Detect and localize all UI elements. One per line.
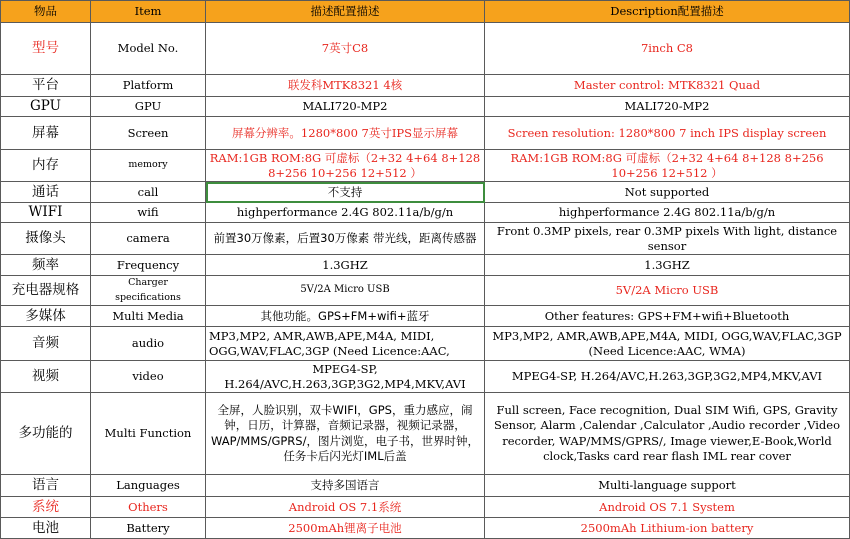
item-cell: Platform bbox=[91, 75, 206, 97]
row-audio bbox=[1, 327, 850, 361]
item-cell: video bbox=[91, 361, 206, 393]
en-value-cell: MPEG4-SP, H.264/AVC,H.263,3GP,3G2,MP4,MKV,AVI bbox=[485, 361, 850, 393]
category-cell: 频率 bbox=[1, 255, 91, 276]
row-model bbox=[1, 23, 850, 75]
en-value-cell: Full screen, Face recognition, Dual SIM Wifi, GPS, Gravity Sensor, Alarm ,Calendar ,Calculator ,Audio recorder ,Video recorder, WAP/MMS/GPRS/, Image viewer,E-Book,World clock,Tasks card rear flash IML rear cover bbox=[485, 393, 850, 475]
cn-value-cell: highperformance 2.4G 802.11a/b/g/n bbox=[206, 203, 485, 223]
item-cell: Screen bbox=[91, 117, 206, 150]
row-multi-function bbox=[1, 393, 850, 475]
row-languages bbox=[1, 475, 850, 497]
category-cell: 电池 bbox=[1, 518, 91, 539]
item-cell: Multi Media bbox=[91, 306, 206, 327]
item-cell: audio bbox=[91, 327, 206, 361]
en-value-cell: Screen resolution: 1280*800 7 inch IPS display screen bbox=[485, 117, 850, 150]
en-value-cell: Other features: GPS+FM+wifi+Bluetooth bbox=[485, 306, 850, 327]
cn-value-cell: MPEG4-SP, H.264/AVC,H.263,3GP,3G2,MP4,MKV,AVI bbox=[206, 361, 485, 393]
item-cell: Others bbox=[91, 497, 206, 518]
cn-value-cell: 不支持 bbox=[206, 182, 485, 203]
category-cell: 内存 bbox=[1, 150, 91, 182]
category-cell: 多媒体 bbox=[1, 306, 91, 327]
header-en-description: Description配置描述 bbox=[485, 1, 850, 23]
item-cell: Charger specifications bbox=[91, 276, 206, 306]
en-value-cell: MALI720-MP2 bbox=[485, 97, 850, 117]
cn-value-cell: 屏幕分辨率。1280*800 7英寸IPS显示屏幕 bbox=[206, 117, 485, 150]
category-cell: 通话 bbox=[1, 182, 91, 203]
row-frequency bbox=[1, 255, 850, 276]
cn-value-cell: 5V/2A Micro USB bbox=[206, 276, 485, 306]
en-value-cell: Not supported bbox=[485, 182, 850, 203]
category-cell: 平台 bbox=[1, 75, 91, 97]
cn-value-cell: 全屏，人脸识别，双卡WIFI，GPS，重力感应，闹钟，日历，计算器，音频记录器，视频记录器，WAP/MMS/GPRS/，图片浏览，电子书，世界时钟，任务卡后闪光灯IML后盖 bbox=[206, 393, 485, 475]
category-cell: GPU bbox=[1, 97, 91, 117]
en-value-cell: highperformance 2.4G 802.11a/b/g/n bbox=[485, 203, 850, 223]
row-charger bbox=[1, 276, 850, 306]
item-cell: Languages bbox=[91, 475, 206, 497]
category-cell: 音频 bbox=[1, 327, 91, 361]
item-cell: Multi Function bbox=[91, 393, 206, 475]
header-item: Item bbox=[91, 1, 206, 23]
cn-value-cell: RAM:1GB ROM:8G 可虚标（2+32 4+64 8+128 8+256 10+256 12+512 ） bbox=[206, 150, 485, 182]
category-cell: 语言 bbox=[1, 475, 91, 497]
row-video bbox=[1, 361, 850, 393]
category-cell: 视频 bbox=[1, 361, 91, 393]
en-value-cell: 5V/2A Micro USB bbox=[485, 276, 850, 306]
row-platform bbox=[1, 75, 850, 97]
category-cell: 屏幕 bbox=[1, 117, 91, 150]
cn-value-cell: MALI720-MP2 bbox=[206, 97, 485, 117]
item-cell: call bbox=[91, 182, 206, 203]
header-row bbox=[1, 1, 850, 23]
item-cell: memory bbox=[91, 150, 206, 182]
item-cell: camera bbox=[91, 223, 206, 255]
row-memory bbox=[1, 150, 850, 182]
cn-value-cell: 联发科MTK8321 4核 bbox=[206, 75, 485, 97]
row-battery bbox=[1, 518, 850, 539]
item-cell: Model No. bbox=[91, 23, 206, 75]
cn-value-cell: MP3,MP2, AMR,AWB,APE,M4A, MIDI, OGG,WAV,FLAC,3GP (Need Licence:AAC, bbox=[206, 327, 485, 361]
en-value-cell: RAM:1GB ROM:8G 可虚标（2+32 4+64 8+128 8+256 10+256 12+512 ） bbox=[485, 150, 850, 182]
row-gpu bbox=[1, 97, 850, 117]
en-value-cell: 7inch C8 bbox=[485, 23, 850, 75]
header-cn-description: 描述配置描述 bbox=[206, 1, 485, 23]
item-cell: wifi bbox=[91, 203, 206, 223]
item-cell: Frequency bbox=[91, 255, 206, 276]
cn-value-cell: 7英寸C8 bbox=[206, 23, 485, 75]
cn-value-cell: 2500mAh锂离子电池 bbox=[206, 518, 485, 539]
row-wifi bbox=[1, 203, 850, 223]
category-cell: 摄像头 bbox=[1, 223, 91, 255]
en-value-cell: Front 0.3MP pixels, rear 0.3MP pixels With light, distance sensor bbox=[485, 223, 850, 255]
item-cell: GPU bbox=[91, 97, 206, 117]
cn-value-cell: Android OS 7.1系统 bbox=[206, 497, 485, 518]
row-call bbox=[1, 182, 850, 203]
row-multimedia bbox=[1, 306, 850, 327]
row-screen bbox=[1, 117, 850, 150]
category-cell: 多功能的 bbox=[1, 393, 91, 475]
en-value-cell: MP3,MP2, AMR,AWB,APE,M4A, MIDI, OGG,WAV,FLAC,3GP (Need Licence:AAC, WMA) bbox=[485, 327, 850, 361]
row-system bbox=[1, 497, 850, 518]
category-cell: WIFI bbox=[1, 203, 91, 223]
en-value-cell: 2500mAh Lithium-ion battery bbox=[485, 518, 850, 539]
cn-value-cell: 其他功能。GPS+FM+wifi+蓝牙 bbox=[206, 306, 485, 327]
header-category: 物品 bbox=[1, 1, 91, 23]
category-cell: 充电器规格 bbox=[1, 276, 91, 306]
en-value-cell: Master control: MTK8321 Quad bbox=[485, 75, 850, 97]
cn-value-cell: 前置30万像素，后置30万像素 带光线，距离传感器 bbox=[206, 223, 485, 255]
en-value-cell: 1.3GHZ bbox=[485, 255, 850, 276]
row-camera bbox=[1, 223, 850, 255]
category-cell: 系统 bbox=[1, 497, 91, 518]
cn-value-cell: 1.3GHZ bbox=[206, 255, 485, 276]
item-cell: Battery bbox=[91, 518, 206, 539]
category-cell: 型号 bbox=[1, 23, 91, 75]
cn-value-cell: 支持多国语言 bbox=[206, 475, 485, 497]
en-value-cell: Multi-language support bbox=[485, 475, 850, 497]
en-value-cell: Android OS 7.1 System bbox=[485, 497, 850, 518]
